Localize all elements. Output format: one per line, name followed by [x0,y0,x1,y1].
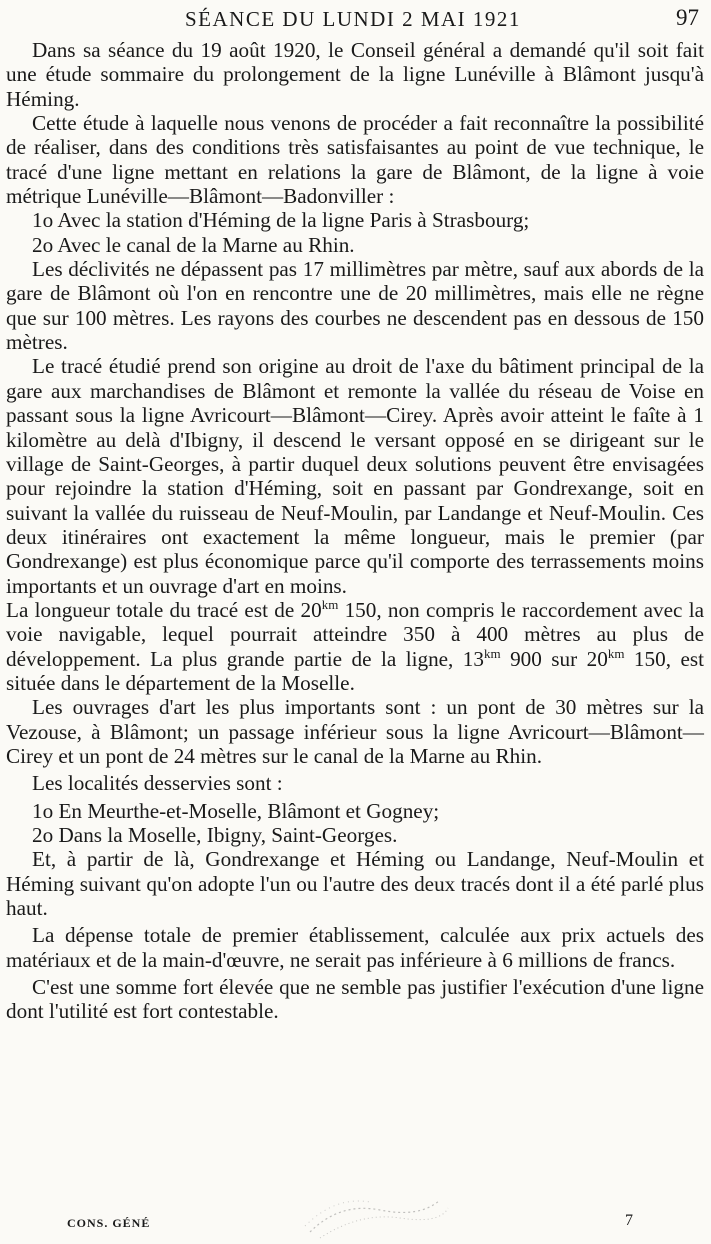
paragraph-length [6,598,704,695]
list-item: 1o En Meurthe-et-Moselle, Blâmont et Gogney; [32,798,440,823]
unit-superscript: km [321,596,339,612]
text-run: 150, est située dans le département de la Moselle. [6,646,704,695]
paragraph: Cette étude à laquelle nous venons de procéder a fait reconnaître la possibilité de réaliser, dans des conditions très satisfaisantes au point de vue technique, le tracé d'une ligne mettant en relations la gare de Blâmont, de la ligne à voie métrique Lunéville—Blâmont—Badonviller : [6,111,704,209]
paragraph: C'est une somme fort élevée que ne semble pas justifier l'exécution d'une ligne dont l'utilité est fort contestable. [6,975,704,1024]
sheet-number: 7 [625,1212,633,1229]
unit-superscript: km [484,645,501,661]
unit-superscript: km [607,645,625,661]
paragraph: Et, à partir de là, Gondrexange et Héming ou Landange, Neuf-Moulin et Héming suivant qu'on adopte l'un ou l'autre des deux tracés dont il a été parlé plus haut. [6,847,704,921]
stamp-icon [300,1182,450,1242]
list-item: 1o Avec la station d'Héming de la ligne Paris à Strasbourg; [32,208,530,233]
body-text [6,38,704,1024]
list-item: 2o Avec le canal de la Marne au Rhin. [32,232,355,257]
signature-mark: CONS. GÉNÉ [67,1216,151,1230]
page-footer [0,1210,711,1236]
paragraph: La dépense totale de premier établissement, calculée aux prix actuels des matériaux et de la main-d'œuvre, ne serait pas inférieure à 6 millions de francs. [6,923,704,972]
paragraph: Les localités desservies sont : [32,771,283,796]
paragraph: Les déclivités ne dépassent pas 17 millimètres par mètre, sauf aux abords de la gare de Blâmont où l'on en rencontre une de 20 millimètres, mais elle ne règne que sur 100 mètres. Les rayons des courbes ne descendent pas en dessous de 150 mètres. [6,257,704,355]
text-run: La longueur totale du tracé est de 20 [6,597,322,622]
paragraph: Le tracé étudié prend son origine au droit de l'axe du bâtiment principal de la gare aux marchandises de Blâmont et remonte la vallée du réseau de Voise en passant sous la ligne Avricourt—Blâmont—Cirey. Après avoir atteint le faîte à 1 kilomètre au delà d'Ibigny, il descend le versant opposé en se dirigeant sur le village de Saint-Georges, à partir duquel deux solutions peuvent être envisagées pour rejoindre la station d'Héming, soit en passant par Gondrexange, soit en suivant la vallée du ruisseau de Neuf-Moulin, par Landange et Neuf-Moulin. Ces deux itinéraires ont exactement la même longueur, mais le premier (par Gondrexange) est plus économique parce qu'il comporte des terrassements moins importants et un ouvrage d'art en moins. [6,354,704,598]
page-number: 97 [676,5,699,30]
running-title: SÉANCE DU LUNDI 2 MAI 1921 [185,7,521,31]
list-item: 2o Dans la Moselle, Ibigny, Saint-Georges. [32,823,398,847]
text-run: 900 sur 20 [500,646,608,671]
text-run: 150, non compris le raccordement avec la voie navigable, lequel pourrait atteindre 350 à 400 mètres au plus de développement. La plus grande partie de la ligne, 13 [6,597,704,671]
paragraph: Dans sa séance du 19 août 1920, le Conseil général a demandé qu'il soit fait une étude sommaire du prolongement de la ligne Lunéville à Blâmont jusqu'à Héming. [6,38,704,111]
page-header [0,5,711,39]
paragraph: Les ouvrages d'art les plus importants sont : un pont de 30 mètres sur la Vezouse, à Blâmont; un passage inférieur sous la ligne Avricourt—Blâmont—Cirey et un pont de 24 mètres sur le canal de la Marne au Rhin. [6,695,704,768]
